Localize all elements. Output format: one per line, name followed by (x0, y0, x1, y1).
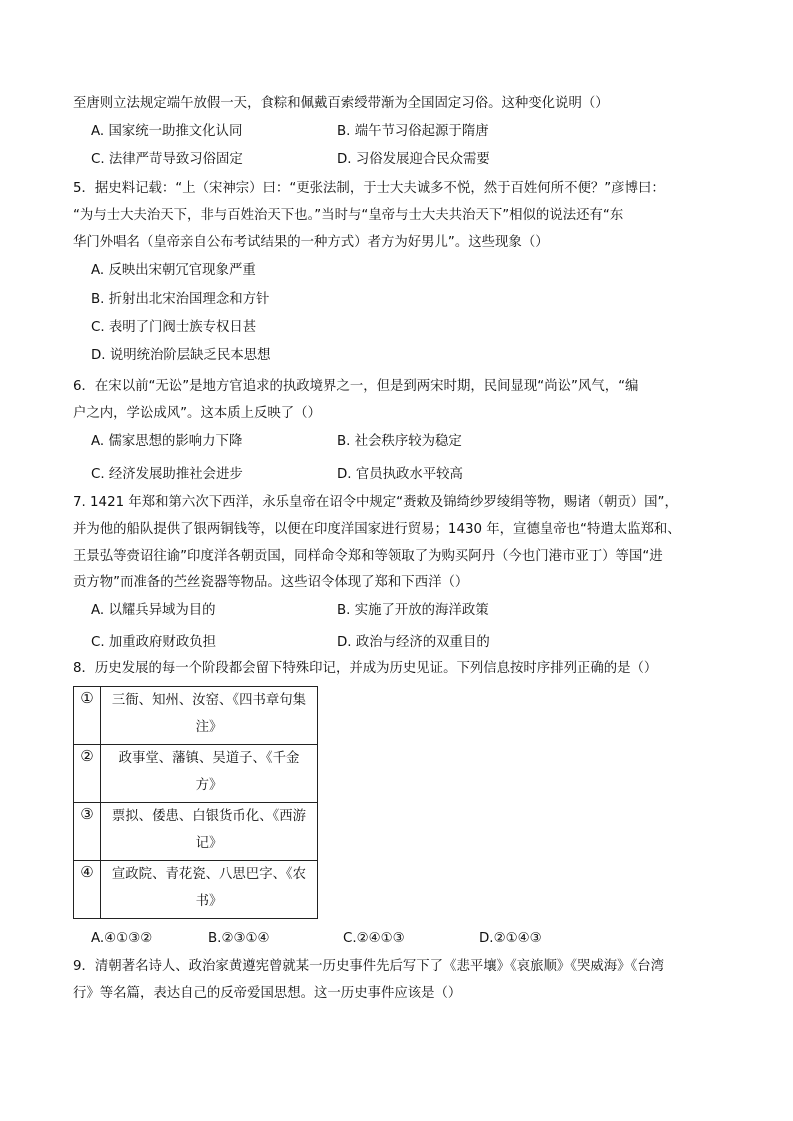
q8-option-b: B.②③①④ (208, 931, 270, 946)
row-number: ① (74, 687, 101, 745)
table-row (74, 861, 318, 919)
q6-option-c: C. 经济发展助推社会进步 (91, 467, 243, 482)
row-content (101, 803, 318, 861)
table-row (74, 687, 318, 745)
q5-stem-line-3: 华门外唱名（皇帝亲自公布考试结果的一种方式）者方为好男儿”。这些现象（） (73, 235, 549, 250)
row-content-line-1: 政事堂、藩镇、吴道子、《千金 (118, 751, 300, 766)
row-content (101, 687, 318, 745)
row-number: ③ (74, 803, 101, 861)
row-content-line-2: 书》 (195, 894, 223, 909)
row-content (101, 745, 318, 803)
q7-stem-line-1: 7. 1421 年郑和第六次下西洋，永乐皇帝在诏令中规定“赉敕及锦绮纱罗绫绢等物，赐诸（朝贡）国”， (73, 495, 678, 510)
q9-stem-line-1: 9．清朝著名诗人、政治家黄遵宪曾就某一历史事件先后写下了《悲平壤》《哀旅顺》《哭威海》《台湾 (73, 959, 664, 974)
row-content-line-1: 三衙、知州、汝窑、《四书章句集 (111, 693, 307, 708)
q5-option-b: B. 折射出北宋治国理念和方针 (91, 292, 270, 307)
row-content-line-2: 记》 (195, 836, 223, 851)
q4-option-b: B. 端午节习俗起源于隋唐 (337, 124, 489, 139)
q7-stem-line-3: 王景弘等赍诏往谕”印度洋各朝贡国，同样命令郑和等领取了为购买阿丹（今也门港市亚丁）等国“进 (73, 549, 663, 564)
q7-option-b: B. 实施了开放的海洋政策 (337, 603, 489, 618)
table-row (74, 745, 318, 803)
q8-info-table (73, 686, 318, 919)
q7-option-d: D. 政治与经济的双重目的 (337, 635, 490, 650)
q6-stem-line-2: 户之内，学讼成风”。这本质上反映了（） (73, 406, 321, 421)
q6-option-b: B. 社会秩序较为稳定 (337, 434, 462, 449)
q6-option-a: A. 儒家思想的影响力下降 (91, 434, 243, 449)
row-content-line-1: 票拟、倭患、白银货币化、《西游 (111, 809, 307, 824)
q5-option-a: A. 反映出宋朝冗官现象严重 (91, 263, 256, 278)
row-number: ② (74, 745, 101, 803)
q4-option-c: C. 法律严苛导致习俗固定 (91, 152, 243, 167)
row-number: ④ (74, 861, 101, 919)
q4-stem: 至唐则立法规定端午放假一天，食粽和佩戴百索绶带渐为全国固定习俗。这种变化说明（） (73, 96, 609, 111)
q7-option-a: A. 以耀兵异域为目的 (91, 603, 216, 618)
q5-stem-line-1: 5．据史料记载：“上（宋神宗）曰：“更张法制，于士大夫诚多不悦，然于百姓何所不便？”彦博曰： (73, 181, 665, 196)
q5-stem-line-2: “为与士大夫治天下，非与百姓治天下也。”当时与“皇帝与士大夫共治天下”相似的说法还有“东 (73, 208, 624, 223)
q9-stem-line-2: 行》等名篇，表达自己的反帝爱国思想。这一历史事件应该是（） (73, 986, 462, 1001)
row-content-line-2: 方》 (195, 778, 223, 793)
q6-option-d: D. 官员执政水平较高 (337, 467, 463, 482)
row-content-line-1: 宣政院、青花瓷、八思巴字、《农 (111, 867, 307, 882)
q8-option-c: C.②④①③ (343, 931, 405, 946)
row-content (101, 861, 318, 919)
q8-option-d: D.②①④③ (479, 931, 542, 946)
table-row (74, 803, 318, 861)
q7-stem-line-4: 贡方物”而准备的苎丝瓷器等物品。这些诏令体现了郑和下西洋（） (73, 575, 469, 590)
row-content-line-2: 注》 (195, 720, 223, 735)
q5-option-d: D. 说明统治阶层缺乏民本思想 (91, 348, 271, 363)
q7-option-c: C. 加重政府财政负担 (91, 635, 216, 650)
q8-stem: 8．历史发展的每一个阶段都会留下特殊印记，并成为历史见证。下列信息按时序排列正确的是（） (73, 661, 658, 676)
q5-option-c: C. 表明了门阀士族专权日甚 (91, 320, 257, 335)
q7-stem-line-2: 并为他的船队提供了银两铜钱等，以便在印度洋国家进行贸易；1430 年，宣德皇帝也“特遣太监郑和、 (73, 522, 681, 537)
q6-stem-line-1: 6．在宋以前“无讼”是地方官追求的执政境界之一，但是到两宋时期，民间显现“尚讼”风气，“编 (73, 379, 639, 394)
q8-option-a: A.④①③② (91, 931, 153, 946)
q4-option-d: D. 习俗发展迎合民众需要 (337, 152, 490, 167)
q4-option-a: A. 国家统一助推文化认同 (91, 124, 243, 139)
